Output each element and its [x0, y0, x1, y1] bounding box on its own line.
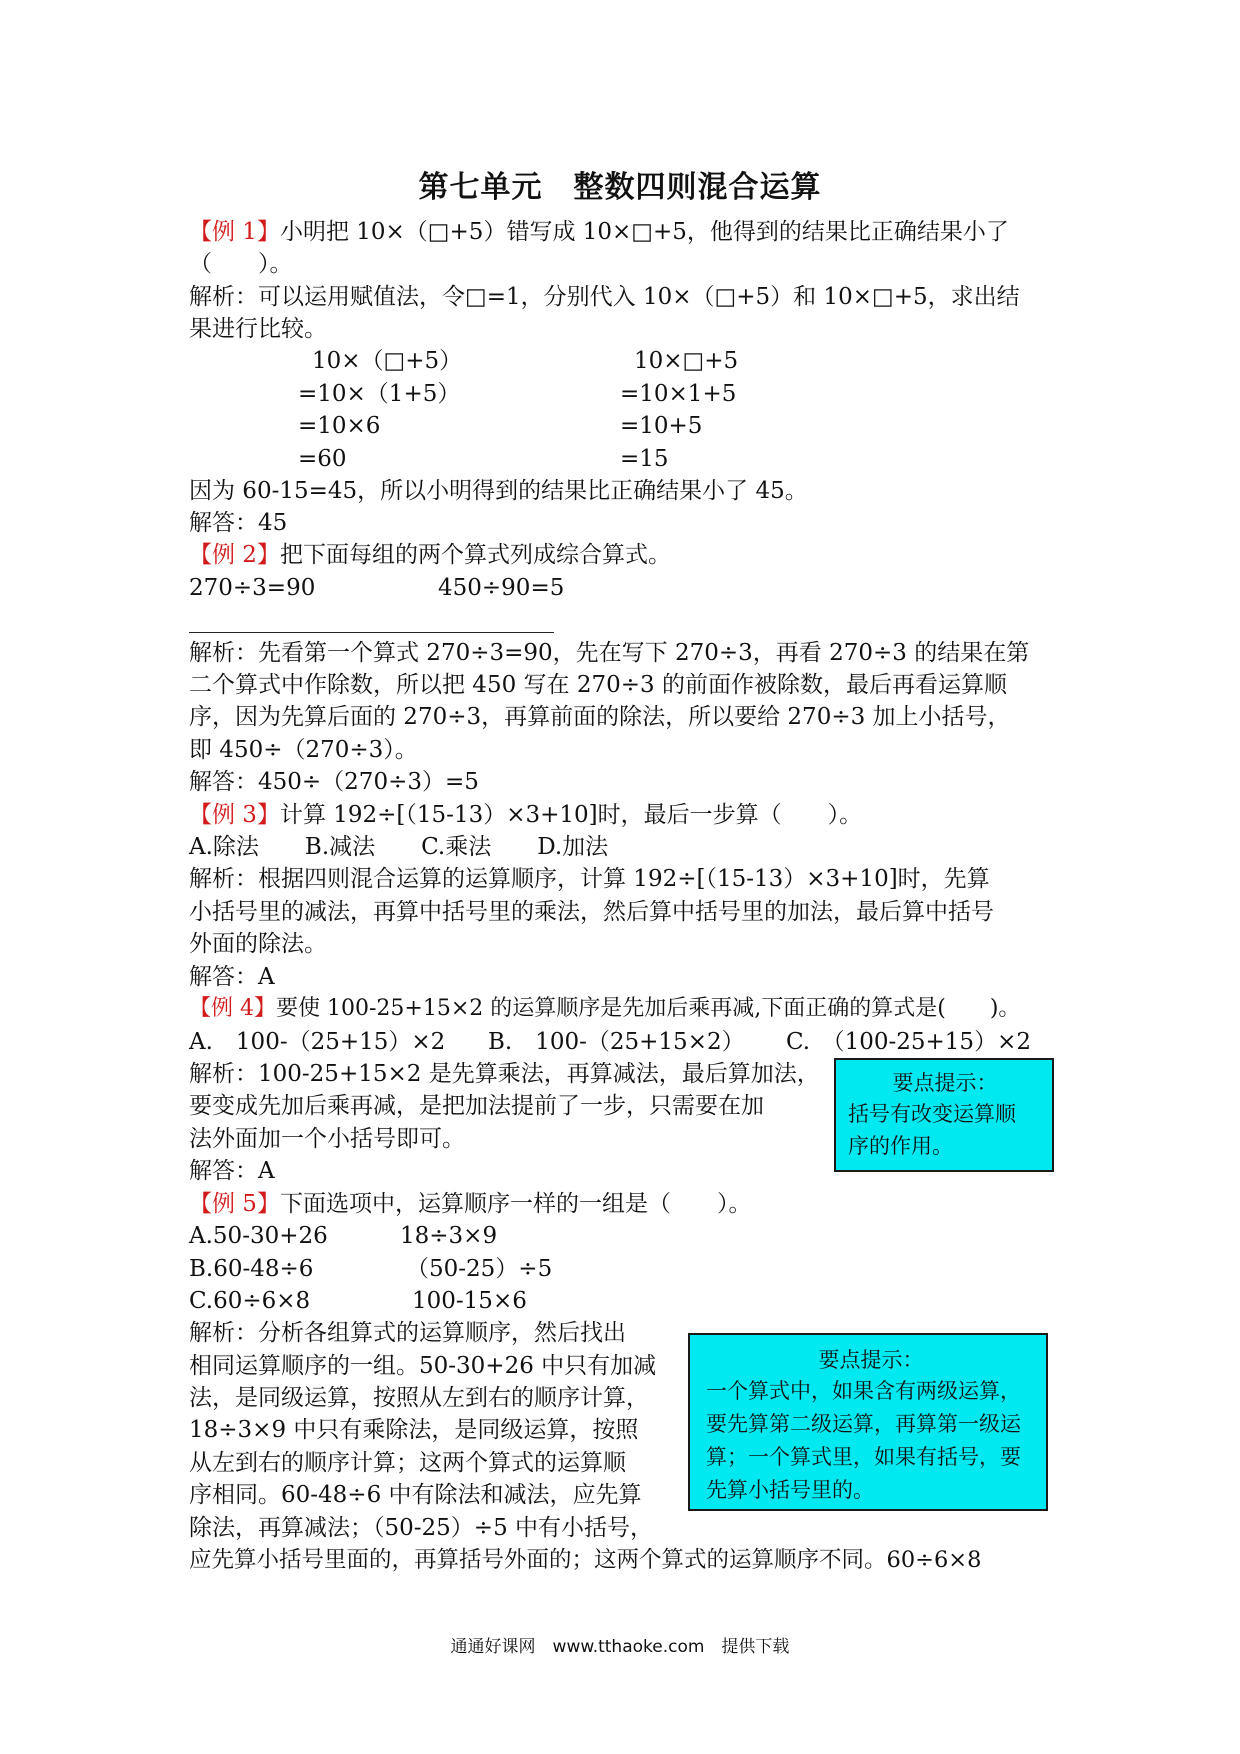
key-point-title: 要点提示：	[892, 1071, 998, 1095]
key-point-line: 一个算式中，如果含有两级运算，	[706, 1379, 1021, 1403]
analysis-text: 法外面加一个小括号即可。	[189, 1126, 465, 1152]
question-text: 下面选项中，运算顺序一样的一组是（ ）。	[279, 1191, 752, 1217]
question-blank: （ ）。	[189, 251, 293, 277]
example-4-question	[189, 993, 1020, 1025]
example-2-question	[189, 539, 671, 571]
answer-blank-line	[189, 632, 554, 633]
analysis-text: 果进行比较。	[189, 316, 327, 342]
calc-left-line: =60	[298, 446, 347, 472]
conclusion-text: 因为 60-15=45，所以小明得到的结果比正确结果小了 45。	[189, 478, 808, 504]
option-c-2: 100-15×6	[412, 1288, 527, 1314]
analysis-text: 二个算式中作除数，所以把 450 写在 270÷3 的前面作被除数，最后再看运算顺	[189, 672, 1007, 698]
analysis-text: 解析：先看第一个算式 270÷3=90，先在写下 270÷3，再看 270÷3 的结果在第	[189, 640, 1030, 666]
page-title: 第七单元 整数四则混合运算	[418, 170, 822, 205]
calc-left-line: 10×（□+5）	[312, 348, 463, 374]
example-1-question	[189, 216, 1009, 248]
example-tag: 【例 2】	[189, 542, 280, 568]
analysis-text: 即 450÷（270÷3）。	[189, 737, 418, 763]
analysis-text: 解析：根据四则混合运算的运算顺序，计算 192÷[（15-13）×3+10]时，先算	[189, 866, 990, 892]
analysis-text: 解析：可以运用赋值法，令□=1，分别代入 10×（□+5）和 10×□+5，求出结	[189, 284, 1020, 310]
key-point-box	[688, 1333, 1048, 1511]
analysis-text: 除法，再算减法；（50-25）÷5 中有小括号，	[189, 1515, 654, 1541]
equation: 270÷3=90	[189, 575, 316, 601]
example-tag: 【例 5】	[189, 1191, 280, 1217]
key-point-title: 要点提示：	[818, 1348, 924, 1372]
key-point-line: 括号有改变运算顺	[848, 1102, 1016, 1126]
analysis-text: 18÷3×9 中只有乘除法，是同级运算，按照	[189, 1417, 639, 1443]
option-b: B. 100-（25+15×2）	[488, 1029, 745, 1055]
question-text: 小明把 10×（□+5）错写成 10×□+5，他得到的结果比正确结果小了	[279, 219, 1009, 245]
option-a-1: A.50-30+26	[189, 1223, 328, 1249]
option-a-2: 18÷3×9	[400, 1223, 498, 1249]
calc-left-line: =10×（1+5）	[298, 381, 461, 407]
option-b-2: （50-25）÷5	[406, 1256, 553, 1282]
key-point-line: 序的作用。	[848, 1134, 953, 1158]
answer-text: 解答：450÷（270÷3）=5	[189, 769, 479, 795]
answer-text: 解答：45	[189, 510, 288, 536]
example-tag: 【例 1】	[189, 219, 280, 245]
analysis-text: 外面的除法。	[189, 931, 327, 957]
option-c: C. （100-25+15）×2	[786, 1029, 1031, 1055]
calc-right-line: =10×1+5	[620, 381, 737, 407]
analysis-text: 小括号里的减法，再算中括号里的乘法，然后算中括号里的加法，最后算中括号	[189, 899, 994, 925]
example-3-question	[189, 799, 862, 831]
analysis-text: 相同运算顺序的一组。50-30+26 中只有加减	[189, 1353, 657, 1379]
calc-right-line: =15	[620, 446, 669, 472]
analysis-text: 解析：100-25+15×2 是先算乘法，再算减法，最后算加法，	[189, 1061, 820, 1087]
key-point-box	[834, 1058, 1054, 1172]
example-tag: 【例 3】	[189, 802, 280, 828]
example-5-question	[189, 1188, 751, 1220]
key-point-line: 算；一个算式里，如果有括号，要	[706, 1445, 1021, 1469]
analysis-text: 解析：分析各组算式的运算顺序，然后找出	[189, 1320, 626, 1346]
example-tag: 【例 4】	[189, 996, 276, 1021]
answer-text: 解答：A	[189, 1158, 275, 1184]
calc-left-line: =10×6	[298, 413, 381, 439]
option-c-1: C.60÷6×8	[189, 1288, 311, 1314]
analysis-text: 法，是同级运算，按照从左到右的顺序计算，	[189, 1385, 649, 1411]
question-text: 计算 192÷[（15-13）×3+10]时，最后一步算（ ）。	[279, 802, 863, 828]
analysis-text: 序，因为先算后面的 270÷3，再算前面的除法，所以要给 270÷3 加上小括号，	[189, 704, 1011, 730]
option-b-1: B.60-48÷6	[189, 1256, 314, 1282]
equation: 450÷90=5	[438, 575, 565, 601]
analysis-text: 序相同。60-48÷6 中有除法和减法，应先算	[189, 1482, 642, 1508]
answer-text: 解答：A	[189, 964, 275, 990]
question-text: 要使 100-25+15×2 的运算顺序是先加后乘再减,下面正确的算式是( )。	[276, 996, 1021, 1021]
calc-right-line: =10+5	[620, 413, 703, 439]
options: A.除法 B.减法 C.乘法 D.加法	[189, 834, 609, 860]
analysis-text: 从左到右的顺序计算；这两个算式的运算顺	[189, 1450, 626, 1476]
analysis-text: 要变成先加后乘再减，是把加法提前了一步，只需要在加	[189, 1093, 764, 1119]
key-point-line: 要先算第二级运算，再算第一级运	[706, 1412, 1021, 1436]
footer-text: 通通好课网 www.tthaoke.com 提供下载	[450, 1637, 790, 1657]
question-text: 把下面每组的两个算式列成综合算式。	[279, 542, 671, 568]
option-a: A. 100-（25+15）×2	[189, 1029, 446, 1055]
key-point-line: 先算小括号里的。	[706, 1478, 874, 1502]
calc-right-line: 10×□+5	[634, 348, 739, 374]
analysis-text: 应先算小括号里面的，再算括号外面的；这两个算式的运算顺序不同。60÷6×8	[189, 1547, 982, 1573]
